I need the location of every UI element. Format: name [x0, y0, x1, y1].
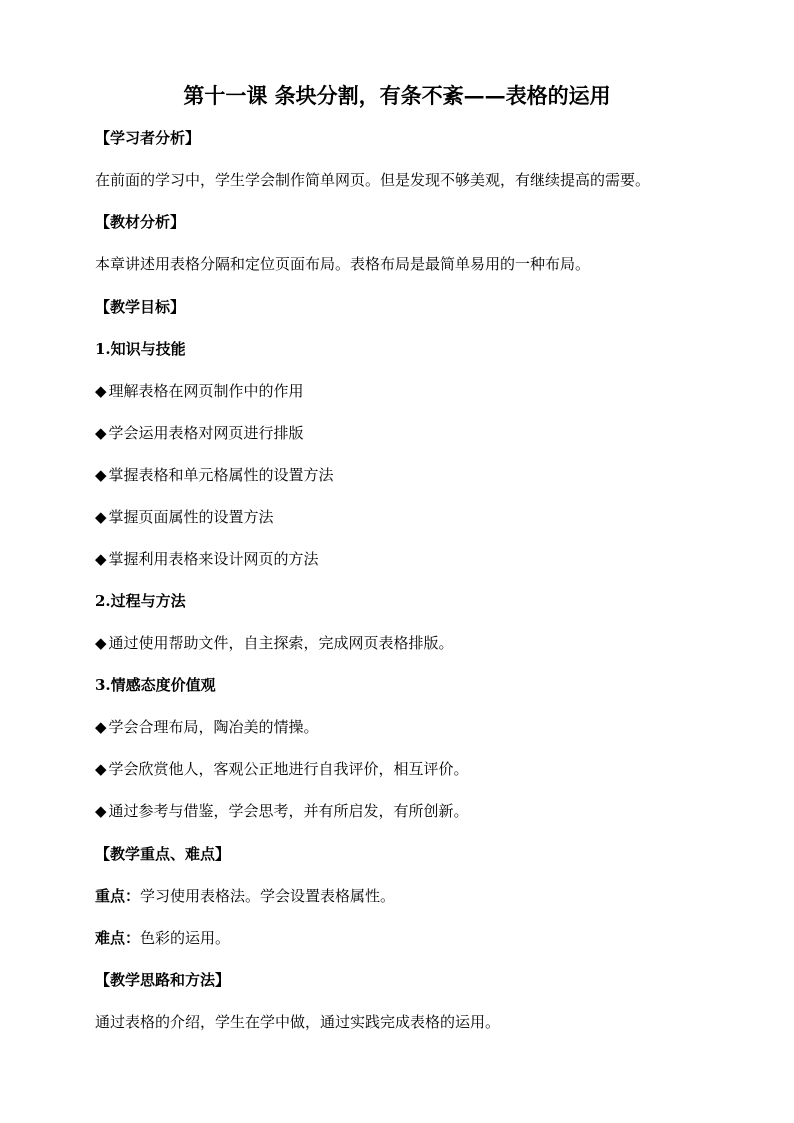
diamond-bullet-icon: ◆	[95, 508, 107, 526]
approach-heading: 【教学思路和方法】	[95, 971, 231, 989]
key-points-heading: 【教学重点、难点】	[95, 845, 231, 863]
objective-item	[95, 422, 304, 444]
objective-item-text: 学会运用表格对网页进行排版	[108, 424, 304, 442]
objective-group-heading-process: 2.过程与方法	[95, 592, 186, 610]
difficulty-text: 色彩的运用。	[140, 929, 231, 947]
objective-group-heading-attitude: 3.情感态度价值观	[95, 676, 216, 694]
material-analysis-heading: 【教材分析】	[95, 213, 186, 231]
objective-item-text: 理解表格在网页制作中的作用	[108, 382, 304, 400]
diamond-bullet-icon: ◆	[95, 760, 107, 778]
objective-item	[95, 506, 274, 528]
objective-item-text: 掌握页面属性的设置方法	[108, 508, 274, 526]
diamond-bullet-icon: ◆	[95, 802, 107, 820]
objectives-heading: 【教学目标】	[95, 298, 186, 316]
focus-text: 学习使用表格法。学会设置表格属性。	[140, 887, 396, 905]
diamond-bullet-icon: ◆	[95, 382, 107, 400]
objective-item-text: 通过使用帮助文件，自主探索，完成网页表格排版。	[108, 634, 454, 652]
diamond-bullet-icon: ◆	[95, 718, 107, 736]
objective-item-text: 学会合理布局，陶冶美的情操。	[108, 718, 319, 736]
key-point-focus	[95, 885, 395, 907]
objective-item	[95, 758, 469, 780]
objective-item-text: 掌握利用表格来设计网页的方法	[108, 550, 319, 568]
objective-item-text: 学会欣赏他人，客观公正地进行自我评价，相互评价。	[108, 760, 469, 778]
document-title: 第十一课 条块分割，有条不紊——表格的运用	[183, 83, 611, 108]
objective-item	[95, 716, 319, 738]
diamond-bullet-icon: ◆	[95, 466, 107, 484]
objective-item	[95, 464, 334, 486]
learner-analysis-heading: 【学习者分析】	[95, 129, 201, 147]
diamond-bullet-icon: ◆	[95, 550, 107, 568]
objective-item-text: 通过参考与借鉴，学会思考，并有所启发，有所创新。	[108, 802, 469, 820]
approach-text: 通过表格的介绍，学生在学中做，通过实践完成表格的运用。	[95, 1013, 501, 1031]
objective-item	[95, 632, 454, 654]
objective-item	[95, 548, 319, 570]
diamond-bullet-icon: ◆	[95, 424, 107, 442]
objective-group-heading-knowledge: 1.知识与技能	[95, 340, 186, 358]
learner-analysis-text: 在前面的学习中，学生学会制作简单网页。但是发现不够美观，有继续提高的需要。	[95, 171, 651, 189]
key-point-difficulty	[95, 927, 230, 949]
focus-label: 重点：	[95, 887, 141, 905]
material-analysis-text: 本章讲述用表格分隔和定位页面布局。表格布局是最简单易用的一种布局。	[95, 255, 591, 273]
objective-item-text: 掌握表格和单元格属性的设置方法	[108, 466, 334, 484]
objective-item	[95, 380, 304, 402]
diamond-bullet-icon: ◆	[95, 634, 107, 652]
objective-item	[95, 800, 469, 822]
difficulty-label: 难点：	[95, 929, 141, 947]
